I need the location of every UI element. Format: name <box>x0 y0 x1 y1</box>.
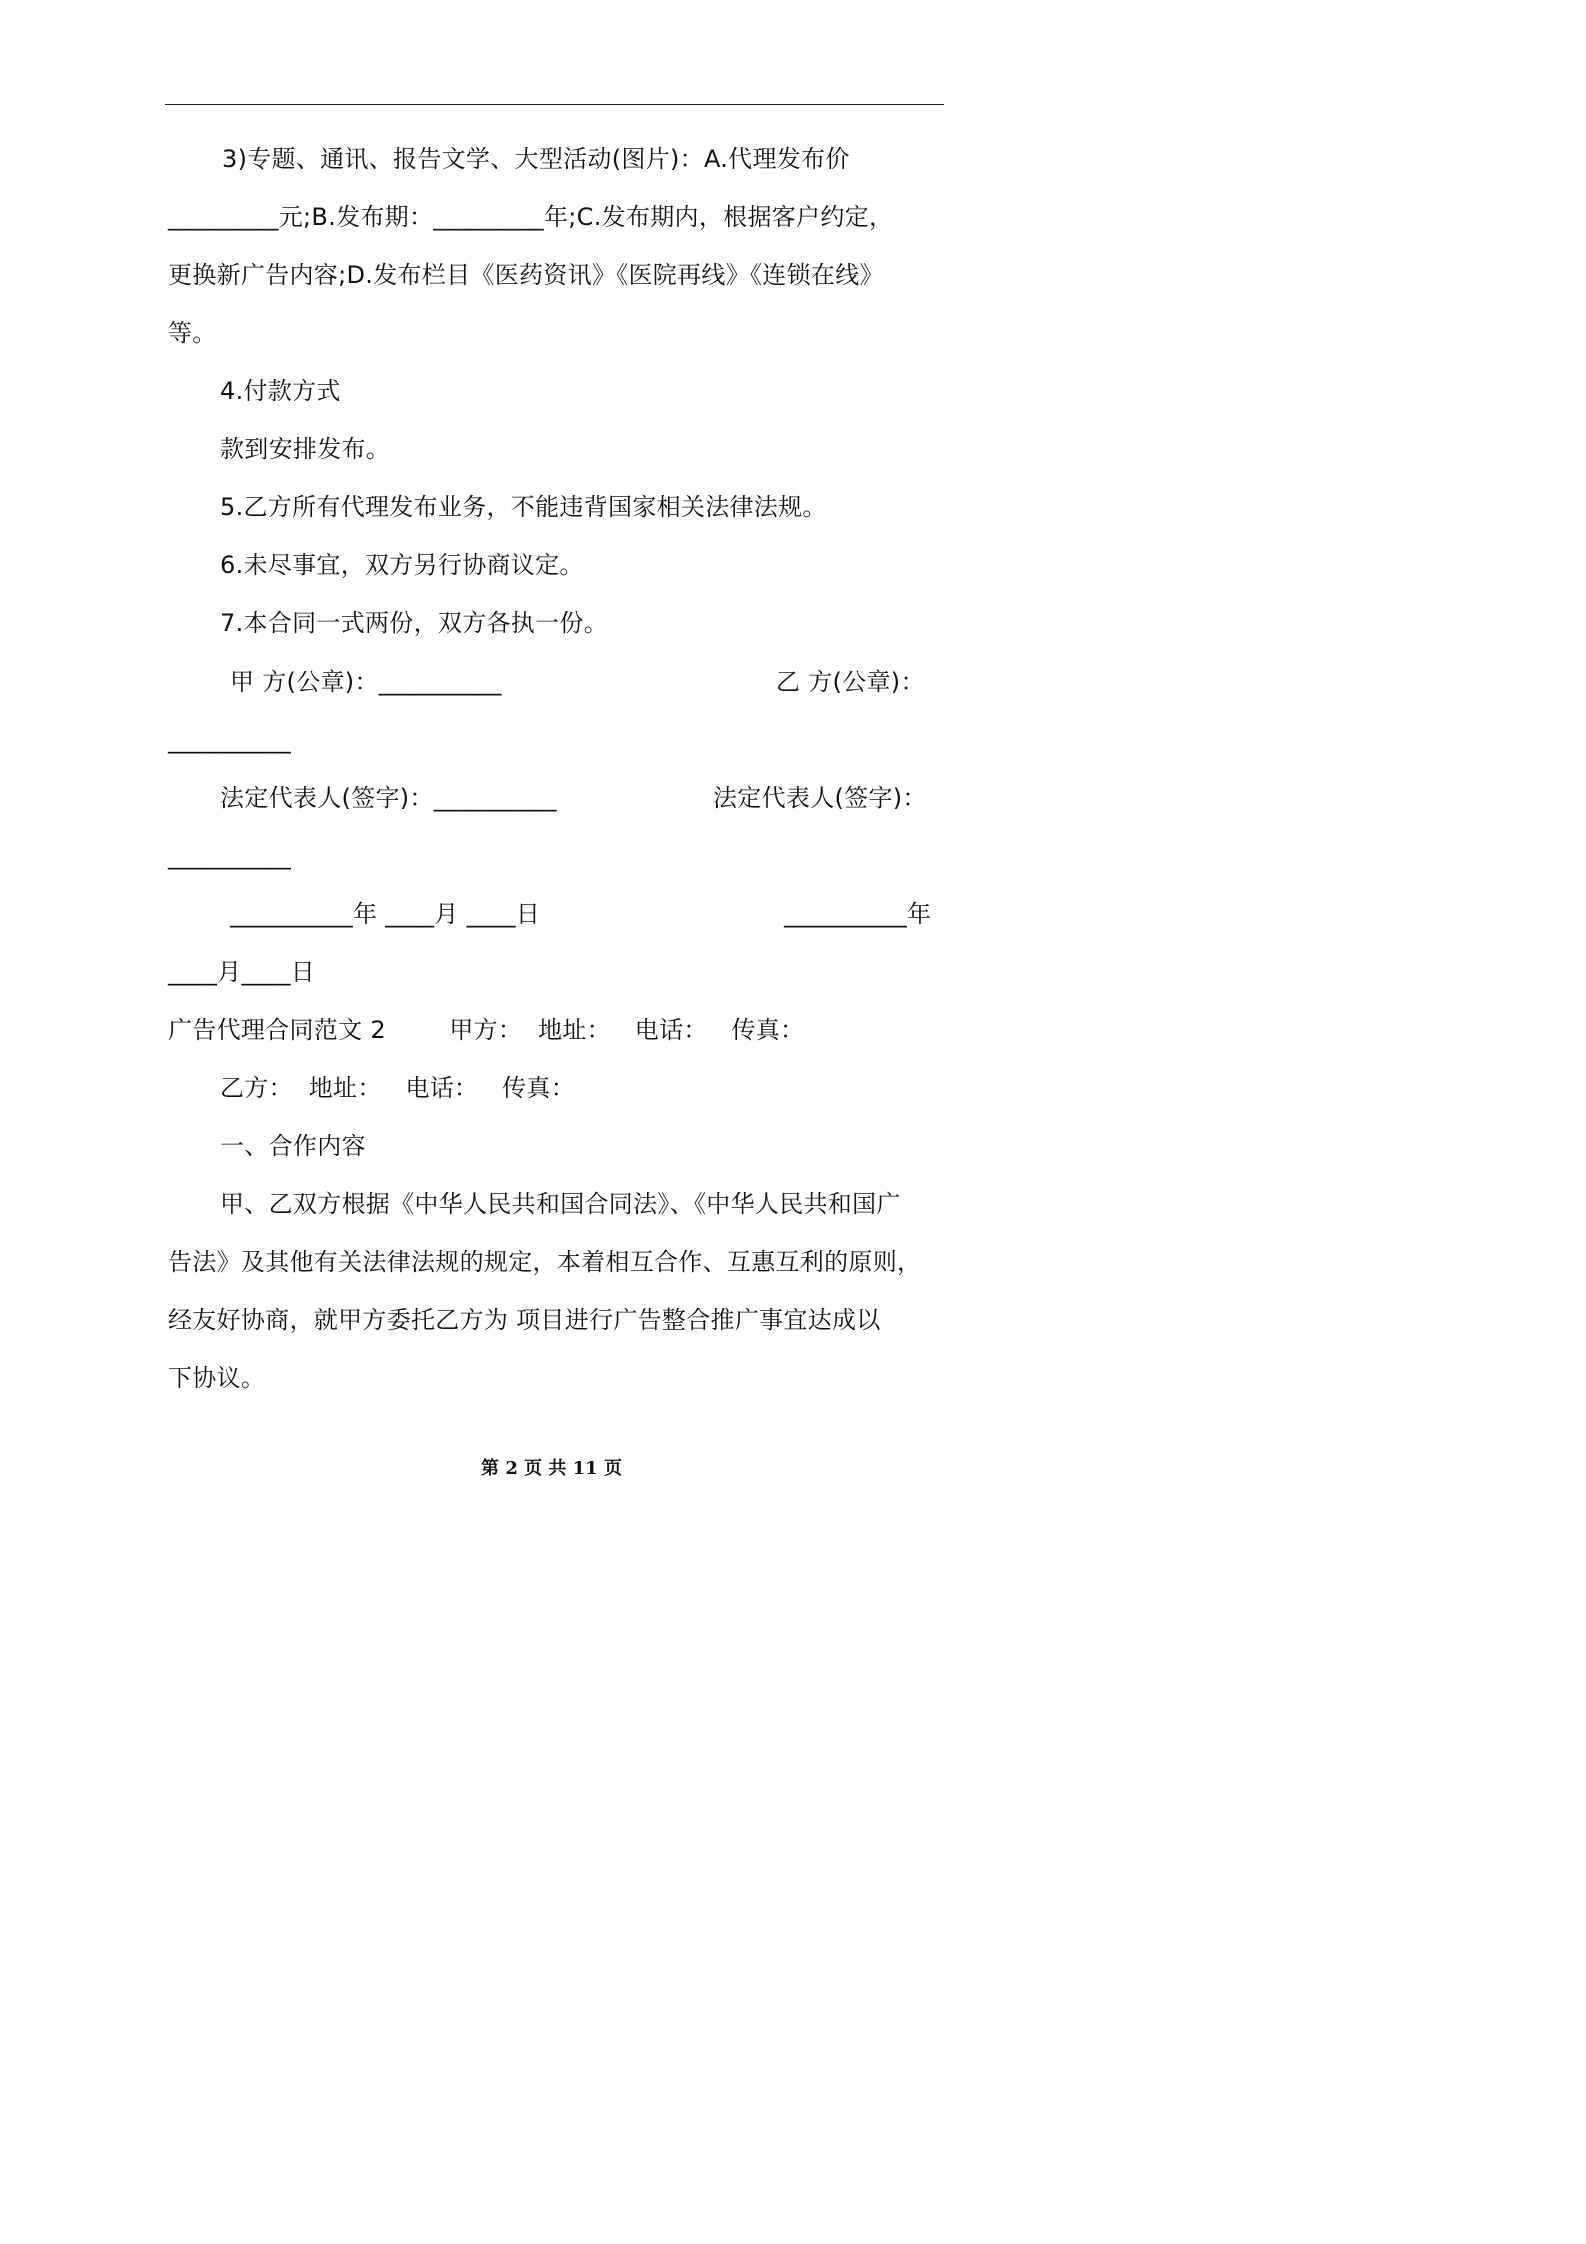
body-line: 更换新广告内容;D.发布栏目《医药资讯》《医院再线》《连锁在线》 <box>168 261 884 289</box>
body-line: 7.本合同一式两份，双方各执一份。 <box>220 609 608 637</box>
party-a-seal: 甲 方(公章)：__________ <box>230 668 502 696</box>
page-footer: 第 2 页 共 11 页 <box>481 1458 622 1479</box>
body-line: 6.未尽事宜，双方另行协商议定。 <box>220 551 584 579</box>
header-rule <box>165 104 944 105</box>
body-line: 5.乙方所有代理发布业务，不能违背国家相关法律法规。 <box>220 493 827 521</box>
paragraph-line: 下协议。 <box>168 1364 266 1392</box>
party-b-representative: 法定代表人(签字)： <box>713 784 927 812</box>
paragraph-line: 经友好协商，就甲方委托乙方为 项目进行广告整合推广事宜达成以 <box>168 1306 881 1334</box>
section-title: 一、合作内容 <box>220 1132 366 1160</box>
party-b-date: __________年 <box>784 900 932 928</box>
body-line: _________元;B.发布期：_________年;C.发布期内，根据客户约定， <box>168 203 894 231</box>
signature-blank: __________ <box>168 726 291 754</box>
body-line: 等。 <box>168 319 217 347</box>
body-line: 款到安排发布。 <box>220 435 391 463</box>
party-b-date-cont: ____月____日 <box>168 958 315 986</box>
body-line: 3)专题、通讯、报告文学、大型活动(图片)：A.代理发布价 <box>222 145 850 173</box>
payment-heading: 4.付款方式 <box>220 377 341 405</box>
contract2-heading: 广告代理合同范文 2 甲方： 地址： 电话： 传真： <box>168 1016 805 1044</box>
party-b-seal: 乙 方(公章)： <box>776 668 925 696</box>
contract2-party-b: 乙方： 地址： 电话： 传真： <box>220 1074 576 1102</box>
signature-blank: __________ <box>168 842 291 870</box>
paragraph-line: 甲、乙双方根据《中华人民共和国合同法》、《中华人民共和国广 <box>220 1190 901 1218</box>
paragraph-line: 告法》及其他有关法律法规的规定，本着相互合作、互惠互利的原则， <box>168 1248 922 1276</box>
party-a-representative: 法定代表人(签字)：__________ <box>220 784 557 812</box>
party-a-date: __________年 ____月 ____日 <box>230 900 541 928</box>
